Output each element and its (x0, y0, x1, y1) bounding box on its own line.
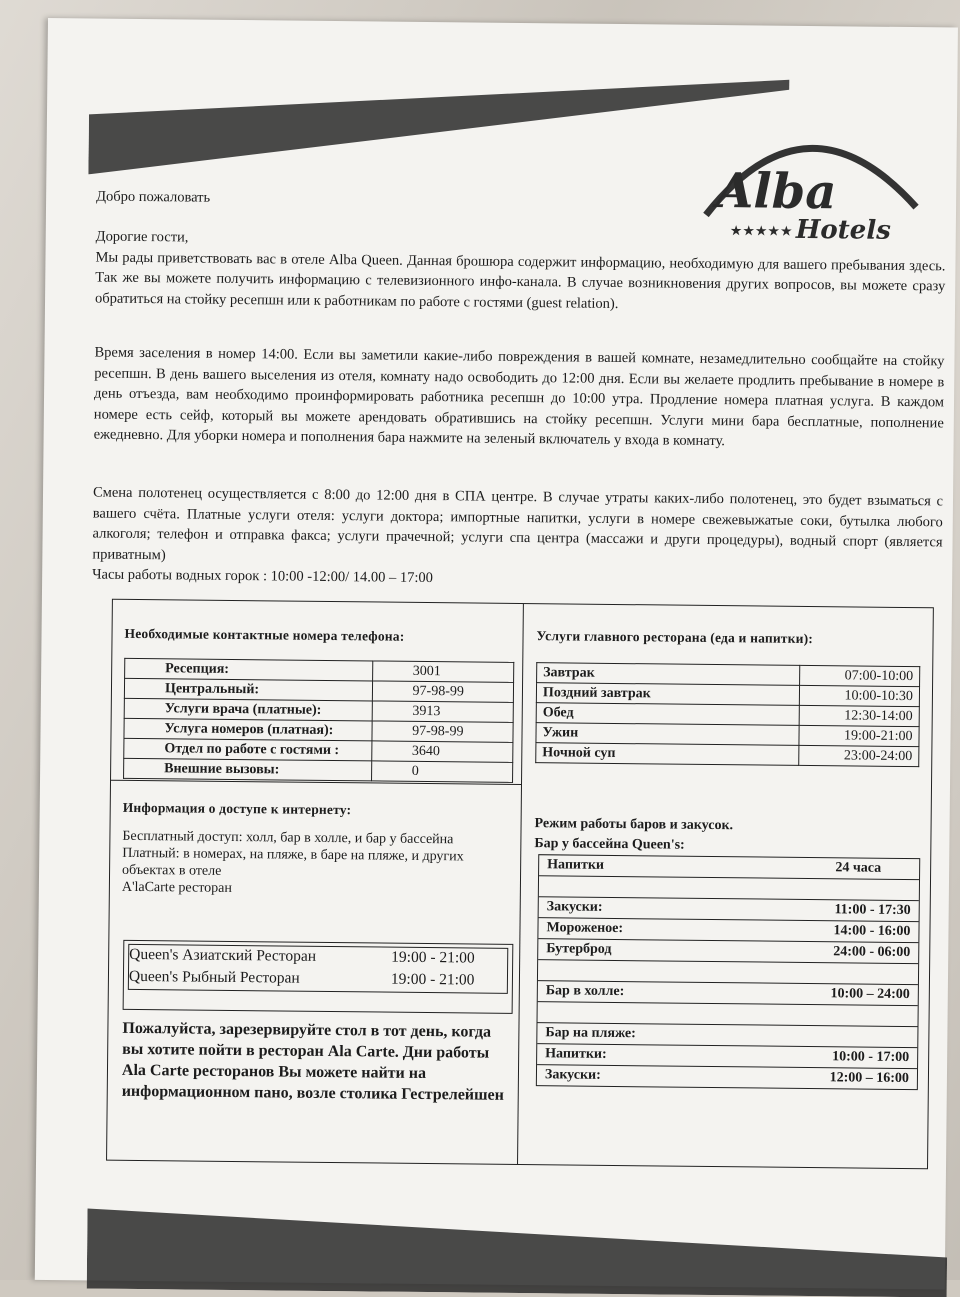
alacarte-label: A'laCarte ресторан (121, 879, 232, 896)
intro-paragraph: Дорогие гости, Мы рады приветствовать вас в отеле Alba Queen. Данная брошюра содержит информацию, необходимую для вашего пребывания здесь. Так же вы можете получить информацию с телевизионного инфо-канала. В случае возникновения других вопросов, вы можете сразу обратиться на стойку ресепшн или к работникам по работе с гостями (guest relation). (94, 228, 946, 312)
svg-text:Alba: Alba (715, 163, 837, 221)
copier-band-top (88, 64, 789, 181)
table-row: Queen's Азиатский Ресторан 19:00 - 21:00 (129, 945, 475, 967)
table-row: Бар в холле: 10:00 – 24:00 (538, 980, 918, 1006)
table-row: Бутерброд 24:00 - 06:00 (538, 939, 918, 964)
brochure-page (35, 18, 958, 1289)
svg-text:Hotels: Hotels (795, 214, 891, 246)
checkin-paragraph: Время заселения в номер 14:00. Если вы заметили какие-либо повреждения в вашей комнате, незамедлительно сообщайте на стойку ресепшн. В день вашего выселения из отеля, комнату надо освободить до 12:00 дня. Если вы желаете продлить пребывание в номере в день отъезда, вам необходимо проинформировать работника ресепшн до 10:00 утра. Продление номера платная услуга. В каждом номере есть сейф, который вы можете арендовать обратившись на стойку ресепшн. Услуги мини бара бесплатные, пополнение ежедневно. Для уборки номера и пополнения бара нажмите на зеленый включатель у входа в комнату. (93, 344, 945, 450)
table-row: Завтрак 07:00-10:00 (537, 663, 920, 687)
info-grid (106, 599, 934, 1170)
table-row: Напитки 24 часа (539, 855, 919, 880)
contacts-table (123, 658, 514, 783)
internet-title: Информация о доступе к интернету: (122, 799, 352, 818)
table-row: Мороженое: 14:00 - 16:00 (538, 918, 918, 943)
bars-table (536, 854, 920, 1090)
restaurant-table (535, 662, 920, 767)
internet-free: Бесплатный доступ: холл, бар в холле, и бар у бассейна (122, 828, 454, 848)
bars-title: Режим работы баров и закусок. (534, 816, 734, 834)
table-row: Ночной суп 23:00-24:00 (536, 743, 919, 767)
table-row: Поздний завтрак 10:00-10:30 (536, 683, 919, 707)
waterslides-hours: Часы работы водных горок : 10:00 -12:00/ 14.00 – 17:00 (92, 566, 434, 587)
table-row: Обед 12:30-14:00 (536, 703, 919, 727)
reservation-note: Пожалуйста, зарезервируйте стол в тот день, когда вы хотите пойти в ресторан Ala Carte. Дни работы Ala Carte ресторанов Вы можете найти на информационном пано, возле столика Гестрелейшен (121, 1019, 504, 1104)
table-row: Напитки: 10:00 - 17:00 (537, 1044, 917, 1069)
table-row: Queen's Рыбный Ресторан 19:00 - 21:00 (128, 967, 475, 989)
contacts-title: Необходимые контактные номера телефона: (124, 625, 405, 644)
table-row: Отдел по работе с гостями : 3640 (124, 738, 513, 762)
table-row: Ресепция: 3001 (125, 658, 514, 682)
table-row: Закуски: 11:00 - 17:30 (539, 896, 919, 922)
table-row: Бар на пляже: (537, 1022, 917, 1048)
table-row: Услуга номеров (платная): 97-98-99 (124, 718, 513, 742)
table-row: Закуски: 12:00 – 16:00 (544, 1067, 910, 1087)
copier-band-bottom (87, 1198, 948, 1297)
services-text: Смена полотенец осуществляется с 8:00 до 12:00 дня в СПА центре. В случае утраты каких-либо полотенец, это будет взыматься с вашего счёта. Платные услуги отеля: услуги доктора; импортные напитки, услуги в номере свежевыжатые соки, бутылка любого алкоголя; телефон и отправка факса; услуги прачечной; услуги спа центра (массажи и други процедуры), водный спорт (является приватным) (92, 484, 944, 563)
alacarte-table (123, 944, 513, 992)
svg-text:★★★★★: ★★★★★ (729, 224, 793, 240)
restaurant-title: Услуги главного ресторана (еда и напитки): (536, 628, 814, 647)
grid-divider-vertical (517, 604, 524, 1164)
table-row: Внешние вызовы: 0 (124, 758, 513, 782)
pool-bar-title: Бар у бассейна Queen's: (534, 836, 685, 853)
services-paragraph (92, 482, 943, 593)
bars-heading (534, 814, 733, 856)
table-row: Услуги врача (платные): 3913 (124, 698, 513, 722)
internet-info (122, 828, 513, 900)
table-row: Ужин 19:00-21:00 (536, 723, 919, 747)
table-row: Центральный: 97-98-99 (124, 678, 513, 702)
internet-paid: Платный: в номерах, на пляже, в баре на пляже, и других объектах в отеле (122, 845, 464, 879)
welcome-heading: Добро пожаловать (96, 188, 211, 206)
